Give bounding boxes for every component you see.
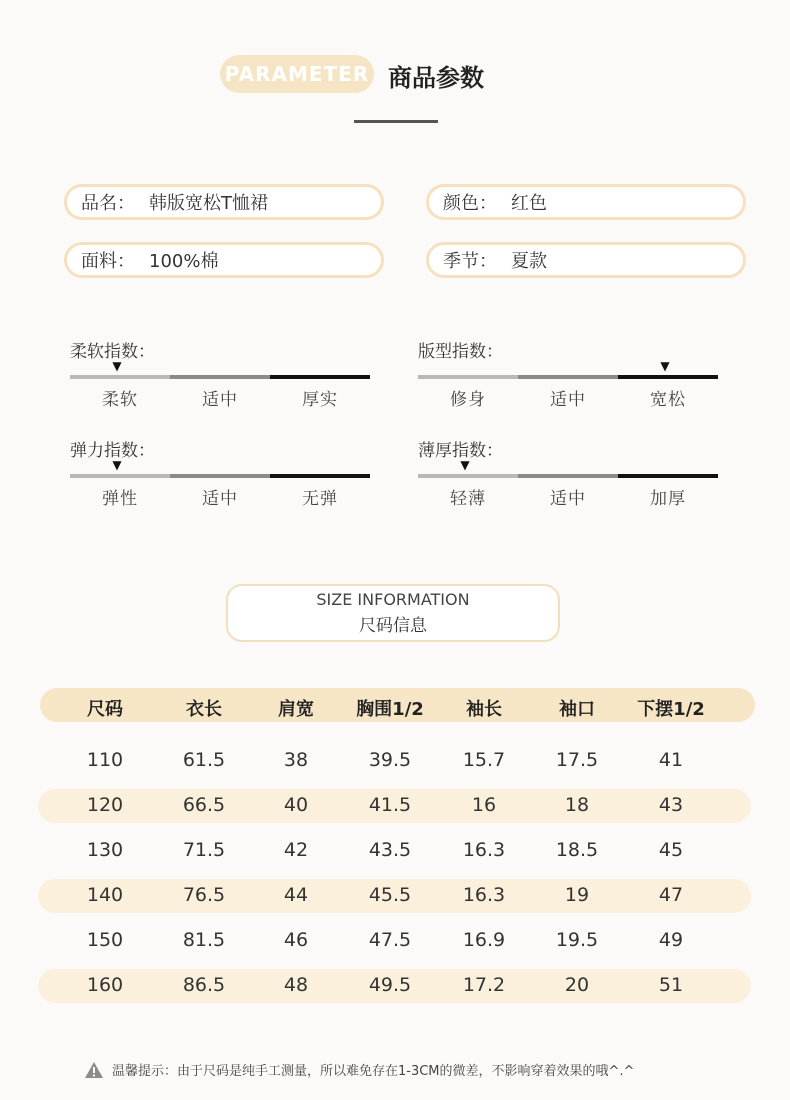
- table-cell: 71.5: [182, 839, 226, 861]
- table-header-cell: 下摆1/2: [637, 699, 705, 720]
- table-cell: 42: [283, 839, 309, 861]
- size-info-title-cn: 尺码信息: [359, 616, 427, 636]
- scale-marker-icon: ▼: [112, 458, 122, 472]
- scale-option: 弹性: [102, 489, 138, 509]
- table-cell: 140: [86, 884, 124, 906]
- scale-title: 柔软指数：: [70, 342, 155, 362]
- scale-option: 无弹: [302, 489, 338, 509]
- table-cell: 15.7: [462, 749, 506, 771]
- table-cell: 44: [283, 884, 309, 906]
- table-cell: 150: [86, 929, 124, 951]
- table-cell: 47.5: [368, 929, 412, 951]
- table-cell: 16.9: [462, 929, 506, 951]
- elasticity-scale: [70, 436, 370, 509]
- table-header-cell: 尺码: [87, 699, 123, 720]
- table-cell: 18.5: [555, 839, 599, 861]
- info-box-fabric: [64, 242, 384, 278]
- parameter-badge: PARAMETER: [220, 55, 374, 93]
- scale-option: 宽松: [650, 390, 686, 410]
- scale-marker-icon: ▼: [112, 359, 122, 373]
- table-cell: 17.2: [462, 974, 506, 996]
- table-cell: 76.5: [182, 884, 226, 906]
- table-header-cell: 肩宽: [278, 699, 314, 720]
- table-header-cell: 胸围1/2: [356, 699, 424, 720]
- table-cell: 45.5: [368, 884, 412, 906]
- table-cell: 45: [658, 839, 684, 861]
- table-cell: 48: [283, 974, 309, 996]
- info-box-color: [426, 184, 746, 220]
- footer-text: 温馨提示：由于尺码是纯手工测量，所以难免存在1-3CM的微差，不影响穿着效果的哦^.^: [112, 1064, 635, 1079]
- table-cell: 20: [564, 974, 590, 996]
- scale-option: 轻薄: [450, 489, 486, 509]
- fit-scale: [418, 337, 718, 410]
- table-cell: 120: [86, 794, 124, 816]
- scale-marker-icon: ▼: [460, 458, 470, 472]
- table-cell: 46: [283, 929, 309, 951]
- info-value: 韩版宽松T恤裙: [149, 193, 268, 214]
- scale-option: 柔软: [102, 390, 138, 410]
- table-cell: 43.5: [368, 839, 412, 861]
- scale-option: 适中: [550, 390, 586, 410]
- scale-bar: [418, 474, 718, 478]
- table-cell: 66.5: [182, 794, 226, 816]
- table-cell: 160: [86, 974, 124, 996]
- scale-bar: [70, 474, 370, 478]
- scale-bar: [418, 375, 718, 379]
- table-header-cell: 衣长: [186, 699, 222, 720]
- scale-option: 加厚: [650, 489, 686, 509]
- info-label: 面料：: [81, 251, 135, 272]
- section-title: 商品参数: [388, 64, 484, 92]
- table-cell: 40: [283, 794, 309, 816]
- size-info-header: [226, 584, 560, 642]
- table-cell: 18: [564, 794, 590, 816]
- table-cell: 19: [564, 884, 590, 906]
- table-cell: 49: [658, 929, 684, 951]
- table-cell: 16.3: [462, 884, 506, 906]
- table-cell: 38: [283, 749, 309, 771]
- size-table-header: [40, 688, 755, 722]
- table-cell: 130: [86, 839, 124, 861]
- scale-option: 适中: [202, 489, 238, 509]
- table-cell: 43: [658, 794, 684, 816]
- scale-bar: [70, 375, 370, 379]
- table-cell: 49.5: [368, 974, 412, 996]
- table-cell: 61.5: [182, 749, 226, 771]
- table-cell: 16.3: [462, 839, 506, 861]
- info-label: 品名：: [81, 193, 135, 214]
- table-cell: 17.5: [555, 749, 599, 771]
- info-value: 100%棉: [149, 251, 219, 272]
- scale-marker-icon: ▼: [660, 359, 670, 373]
- scale-option: 适中: [550, 489, 586, 509]
- table-cell: 110: [86, 749, 124, 771]
- thickness-scale: [418, 436, 718, 509]
- table-cell: 47: [658, 884, 684, 906]
- info-label: 季节：: [443, 251, 497, 272]
- info-value: 红色: [511, 193, 547, 214]
- scale-title: 版型指数：: [418, 342, 503, 362]
- table-cell: 16: [471, 794, 497, 816]
- table-cell: 51: [658, 974, 684, 996]
- info-box-season: [426, 242, 746, 278]
- table-cell: 81.5: [182, 929, 226, 951]
- scale-option: 修身: [450, 390, 486, 410]
- softness-scale: [70, 337, 370, 410]
- size-info-title-en: SIZE INFORMATION: [316, 590, 470, 609]
- scale-option: 适中: [202, 390, 238, 410]
- title-underline: [354, 120, 438, 123]
- footer-note: [84, 1060, 634, 1079]
- table-cell: 39.5: [368, 749, 412, 771]
- info-label: 颜色：: [443, 193, 497, 214]
- table-cell: 86.5: [182, 974, 226, 996]
- scale-option: 厚实: [302, 390, 338, 410]
- info-value: 夏款: [511, 251, 547, 272]
- scale-title: 薄厚指数：: [418, 441, 503, 461]
- scale-title: 弹力指数：: [70, 441, 155, 461]
- info-box-name: [64, 184, 384, 220]
- table-cell: 41: [658, 749, 684, 771]
- table-header-cell: 袖长: [466, 699, 502, 720]
- table-cell: 41.5: [368, 794, 412, 816]
- table-cell: 19.5: [555, 929, 599, 951]
- warning-icon: [84, 1061, 104, 1079]
- table-header-cell: 袖口: [559, 699, 595, 720]
